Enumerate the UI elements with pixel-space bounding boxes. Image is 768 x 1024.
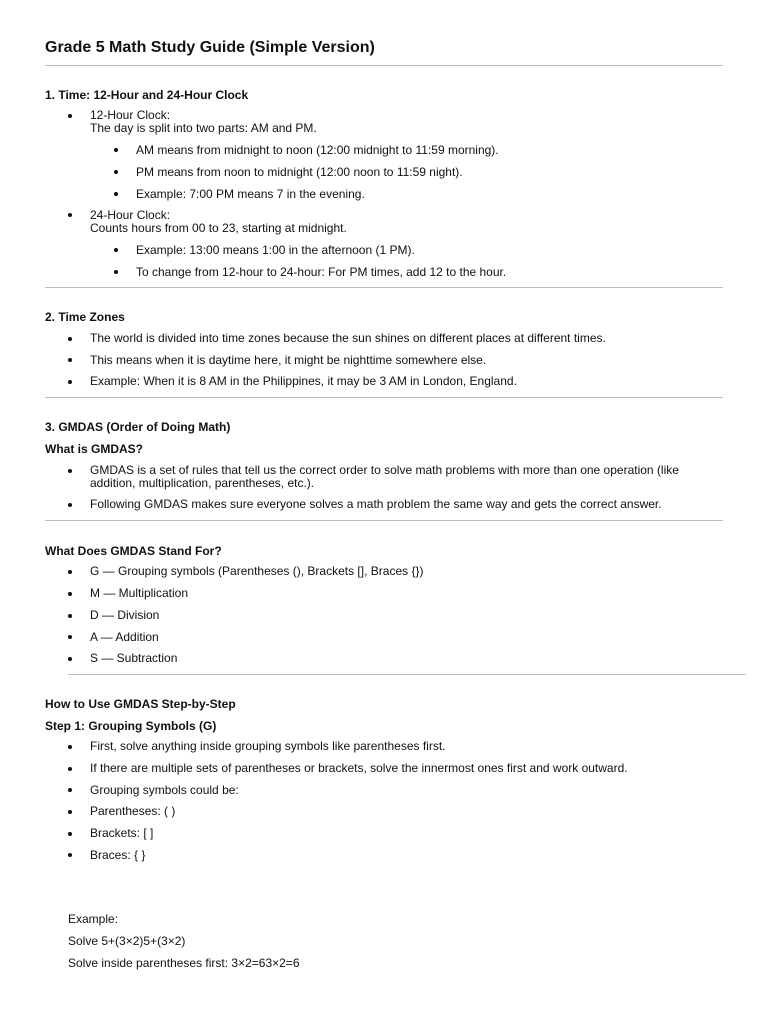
bullet [114,192,118,196]
list-item: G — Grouping symbols (Parentheses (), Brackets [], Braces {}) [90,564,424,578]
how-to-heading: How to Use GMDAS Step-by-Step [45,697,236,711]
section-1-heading: 1. Time: 12-Hour and 24-Hour Clock [45,88,249,102]
bullet [68,114,72,118]
divider [45,65,723,66]
list-item: GMDAS is a set of rules that tell us the correct order to solve math problems with more than one operation (like addition, multiplication, parentheses, etc.). [90,463,679,490]
list-item: AM means from midnight to noon (12:00 midnight to 11:59 morning). [136,143,499,157]
step-1-heading: Step 1: Grouping Symbols (G) [45,719,217,733]
divider [45,520,723,521]
bullet [68,337,72,341]
bullet [68,745,72,749]
bullet [68,503,72,507]
divider [45,287,723,288]
twelve-hour-label: 12-Hour Clock: [90,108,171,122]
page-title: Grade 5 Math Study Guide (Simple Version) [45,39,375,56]
example-label: Example: [68,912,119,926]
list-item: D — Division [90,608,160,622]
bullet [114,248,118,252]
bullet [68,767,72,771]
section-3-heading: 3. GMDAS (Order of Doing Math) [45,420,231,434]
twelve-hour-desc: The day is split into two parts: AM and PM. [90,121,317,135]
twenty-four-hour-label: 24-Hour Clock: [90,208,171,222]
list-item: Brackets: [ ] [90,826,154,840]
bullet [68,614,72,618]
list-item: Example: 7:00 PM means 7 in the evening. [136,187,365,201]
list-item: To change from 12-hour to 24-hour: For PM times, add 12 to the hour. [136,265,507,279]
list-item: The world is divided into time zones because the sun shines on different places at different times. [90,331,606,345]
bullet [68,358,72,362]
bullet [68,788,72,792]
what-is-gmdas-heading: What is GMDAS? [45,442,143,456]
bullet [68,570,72,574]
list-item: Example: When it is 8 AM in the Philippines, it may be 3 AM in London, England. [90,374,517,388]
bullet [68,592,72,596]
section-2-heading: 2. Time Zones [45,310,125,324]
list-item: Example: 13:00 means 1:00 in the afternoon (1 PM). [136,243,415,257]
divider [68,674,746,675]
bullet [68,853,72,857]
bullet [68,380,72,384]
list-item: If there are multiple sets of parentheses or brackets, solve the innermost ones first and work outward. [90,761,628,775]
bullet [114,148,118,152]
bullet [68,213,72,217]
bullet [68,469,72,473]
list-item: Following GMDAS makes sure everyone solves a math problem the same way and gets the correct answer. [90,497,662,511]
bullet [114,170,118,174]
list-item: M — Multiplication [90,586,189,600]
list-item: S — Subtraction [90,651,178,665]
bullet [68,635,72,639]
bullet [114,270,118,274]
list-item: A — Addition [90,630,159,644]
example-line-1: Solve 5+(3×2)5+(3×2) [68,934,186,948]
stand-for-heading: What Does GMDAS Stand For? [45,544,222,558]
bullet [68,810,72,814]
bullet [68,832,72,836]
list-item: Grouping symbols could be: [90,783,239,797]
twenty-four-hour-desc: Counts hours from 00 to 23, starting at midnight. [90,221,347,235]
list-item: PM means from noon to midnight (12:00 noon to 11:59 night). [136,165,463,179]
list-item: First, solve anything inside grouping symbols like parentheses first. [90,739,446,753]
divider [45,397,723,398]
list-item: Braces: { } [90,848,146,862]
example-line-2: Solve inside parentheses first: 3×2=63×2=6 [68,956,300,970]
bullet [68,657,72,661]
list-item: Parentheses: ( ) [90,804,176,818]
list-item: This means when it is daytime here, it might be nighttime somewhere else. [90,353,487,367]
